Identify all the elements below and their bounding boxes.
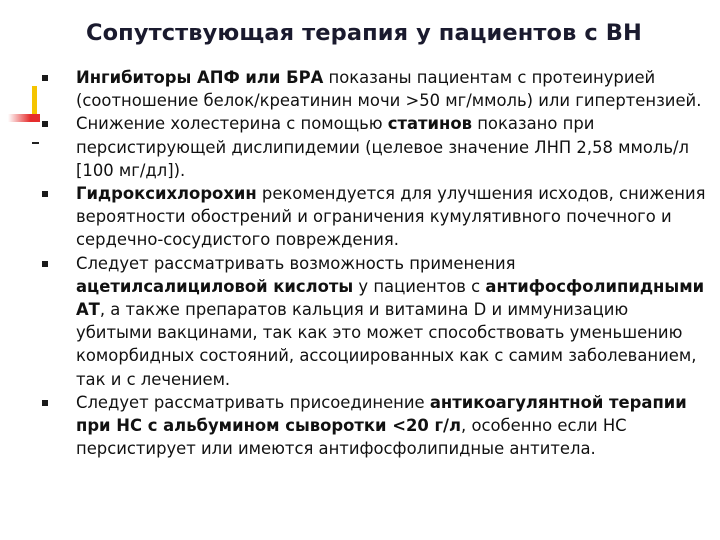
bullet-marker (42, 75, 48, 81)
bullet-text: Следует рассматривать присоединение (76, 392, 430, 412)
accent-bar-red (8, 114, 40, 122)
bullet-text: Снижение холестерина с помощью (76, 114, 388, 134)
bullet-marker (42, 261, 48, 267)
bullet-item (42, 66, 708, 112)
bullet-text-bold: Гидроксихлорохин (76, 184, 257, 204)
bullet-text-bold: ацетилсалициловой кислоты (76, 276, 354, 296)
bullet-marker (42, 191, 48, 197)
bullet-item (42, 182, 708, 252)
bullet-text-bold: антифосфолипидными АТ (76, 276, 705, 320)
bullet-text: Следует рассматривать возможность применения (76, 253, 516, 273)
bullet-text-bold: Ингибиторы АПФ или БРА (76, 68, 324, 87)
bullet-list (42, 66, 708, 460)
bullet-item (42, 112, 708, 182)
bullet-item (42, 391, 708, 461)
bullet-text: показано при персистирующей дислипидемии (целевое значение ЛНП 2,58 ммоль/л [100 мг/дл]). (76, 114, 690, 180)
bullet-text-bold: статинов (387, 114, 472, 134)
bullet-text: , особенно если НС персистирует или имеются антифосфолипидные антитела. (76, 416, 627, 459)
bullet-marker (42, 121, 48, 127)
bullet-item (42, 252, 708, 391)
slide-title: Сопутствующая терапия у пациентов с ВН (86, 20, 642, 46)
bullet-text: у пациентов с (353, 276, 486, 296)
bullet-marker (42, 400, 48, 406)
bullet-text: показаны пациентам с протеинурией (соотношение белок/креатинин мочи >50 мг/ммоль) или гипертензией. (76, 68, 702, 111)
bullet-text-bold: антикоагулянтной терапии при НС с альбумином сыворотки <20 г/л (76, 392, 687, 436)
accent-dash (32, 142, 39, 144)
bullet-text: рекомендуется для улучшения исходов, снижения вероятности обострений и ограничения кумулятивного почечного и сердечно-сосудистого повреждения. (76, 184, 706, 250)
bullet-text: , а также препаратов кальция и витамина D и иммунизацию убитыми вакцинами, так как это может способствовать уменьшению коморбидных состояний, ассоциированных как с самим заболеванием, так и с лечением. (76, 300, 697, 389)
